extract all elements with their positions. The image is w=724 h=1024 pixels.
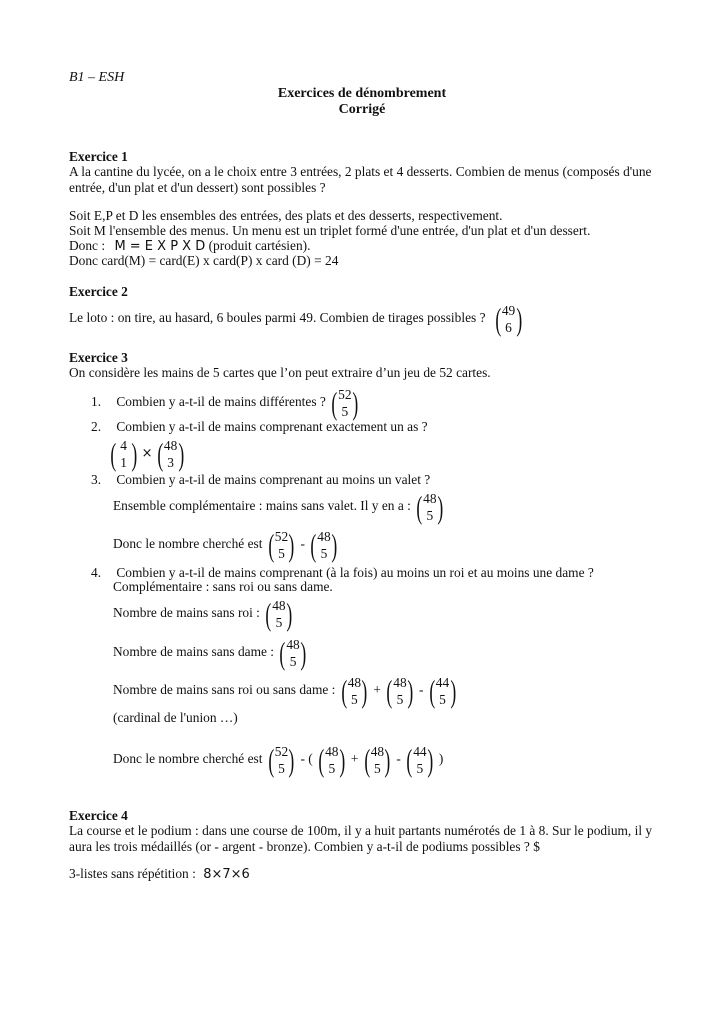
ex3-q2 xyxy=(91,419,428,435)
ex3-q1-text: Combien y a-t-il de mains différentes ? xyxy=(116,394,326,410)
ex3-q3-line2-binomial-a: ( 52 5 ) xyxy=(268,527,295,563)
ex3-q3 xyxy=(91,472,430,488)
ex3-q2-binomial-a: ( 4 1 ) xyxy=(110,436,137,472)
ex3-q4-line6-binomial-d: ( 44 5 ) xyxy=(406,742,434,778)
ex4-answer-formula: 8×7×6 xyxy=(203,867,250,882)
ex1-line2: Soit M l'ensemble des menus. Un menu est un triplet formé d'une entrée, d'un plat et d'un dessert. xyxy=(69,223,591,238)
ex3-q3-line1-text: Ensemble complémentaire : mains sans valet. Il y en a : xyxy=(113,498,411,514)
ex3-q4-number: 4. xyxy=(91,565,102,580)
ex4-answer xyxy=(69,866,250,883)
ex3-q3-line2 xyxy=(113,528,340,562)
ex3-q2-answer xyxy=(108,437,186,471)
ex3-q4-line3-text: Nombre de mains sans dame : xyxy=(113,644,275,660)
course-tag: B1 – ESH xyxy=(69,70,125,85)
ex3-statement: On considère les mains de 5 cartes que l’on peut extraire d’un jeu de 52 cartes. xyxy=(69,365,491,380)
ex3-q4-line1: Complémentaire : sans roi ou sans dame. xyxy=(113,579,333,594)
ex3-q4-line6-minus: - xyxy=(396,751,401,767)
ex2-statement xyxy=(69,302,524,336)
ex3-q4-line2-text: Nombre de mains sans roi : xyxy=(113,605,260,621)
ex1-line1: Soit E,P et D les ensembles des entrées, des plats et des desserts, respectivement. xyxy=(69,208,503,223)
ex2-title: Exercice 2 xyxy=(69,284,128,299)
ex3-q2-times: × xyxy=(141,446,153,462)
ex3-q4-line6-binomial-b: ( 48 5 ) xyxy=(318,742,346,778)
ex3-title: Exercice 3 xyxy=(69,350,128,365)
ex3-q4-line3-binomial: ( 48 5 ) xyxy=(279,635,307,671)
ex3-q4-line4-binomial-c: ( 44 5 ) xyxy=(429,673,456,709)
ex3-q2-text: Combien y a-t-il de mains comprenant exactement un as ? xyxy=(116,419,428,434)
ex3-q2-number: 2. xyxy=(91,419,102,434)
ex3-q4-line6-minus-open: - ( xyxy=(300,751,313,767)
ex1-line4: Donc card(M) = card(E) x card(P) x card (D) = 24 xyxy=(69,253,339,268)
ex3-q4-line4 xyxy=(113,674,458,708)
ex3-q4-line6-text: Donc le nombre cherché est xyxy=(113,751,263,767)
document-subtitle: Corrigé xyxy=(338,102,386,117)
ex3-q2-binomial-b: ( 48 3 ) xyxy=(157,436,184,472)
ex1-statement: A la cantine du lycée, on a le choix entre 3 entrées, 2 plats et 4 desserts. Combien de menus (composés d'une entrée, d'un plat et d'un dessert) sont possibles ? xyxy=(69,164,652,195)
ex3-q4-line6-plus: + xyxy=(350,751,359,767)
ex3-q4-line6-close: ) xyxy=(438,751,444,767)
ex3-q1 xyxy=(91,386,361,420)
ex3-q3-line1 xyxy=(113,490,446,524)
ex2-binomial: ( 49 6 ) xyxy=(495,301,522,337)
ex3-q4-text: Combien y a-t-il de mains comprenant (à la fois) au moins un roi et au moins une dame ? xyxy=(116,565,594,580)
ex3-q4-line4-binomial-b: ( 48 5 ) xyxy=(386,673,414,709)
ex3-q4-line5: (cardinal de l'union …) xyxy=(113,710,238,725)
ex1-title: Exercice 1 xyxy=(69,149,128,164)
ex2-statement-text: Le loto : on tire, au hasard, 6 boules parmi 49. Combien de tirages possibles ? xyxy=(69,310,486,326)
ex3-q4-line3 xyxy=(113,636,309,670)
ex3-q4-line6 xyxy=(113,743,443,777)
ex1-line3-suffix: (produit cartésien). xyxy=(208,238,311,253)
ex3-q3-line1-binomial: ( 48 5 ) xyxy=(416,489,444,525)
ex3-q1-number: 1. xyxy=(91,394,102,410)
ex3-q4-line6-binomial-a: ( 52 5 ) xyxy=(268,742,295,778)
ex4-statement: La course et le podium : dans une course de 100m, il y a huit partants numérotés de 1 à 8. Sur le podium, il y aura les trois médaillés (or - argent - bronze). Combien y a-t-il de podiums possibles ? $ xyxy=(69,823,653,854)
ex3-q3-number: 3. xyxy=(91,472,102,487)
ex3-q3-line2-text: Donc le nombre cherché est xyxy=(113,536,263,552)
ex3-q3-line2-binomial-b: ( 48 5 ) xyxy=(310,527,338,563)
ex4-answer-text: 3-listes sans répétition : xyxy=(69,866,196,881)
ex1-cartesian-formula: M = E X P X D xyxy=(114,239,206,254)
ex3-q4-line4-binomial-a: ( 48 5 ) xyxy=(341,673,368,709)
ex3-q4-line6-binomial-c: ( 48 5 ) xyxy=(364,742,391,778)
ex3-q4-line2-binomial: ( 48 5 ) xyxy=(265,596,293,632)
ex3-q3-line2-minus: - xyxy=(300,536,305,552)
ex3-q4-line4-minus: - xyxy=(419,682,424,698)
ex3-q3-text: Combien y a-t-il de mains comprenant au moins un valet ? xyxy=(116,472,431,487)
ex3-q4-line4-plus: + xyxy=(373,682,381,698)
ex4-title: Exercice 4 xyxy=(69,808,128,823)
ex1-line3-prefix: Donc : xyxy=(69,238,106,253)
document-title: Exercices de dénombrement xyxy=(277,86,447,101)
ex3-q4-line2 xyxy=(113,597,295,631)
ex3-q4-line4-text: Nombre de mains sans roi ou sans dame : xyxy=(113,682,336,698)
ex3-q1-binomial: ( 52 5 ) xyxy=(331,385,359,421)
